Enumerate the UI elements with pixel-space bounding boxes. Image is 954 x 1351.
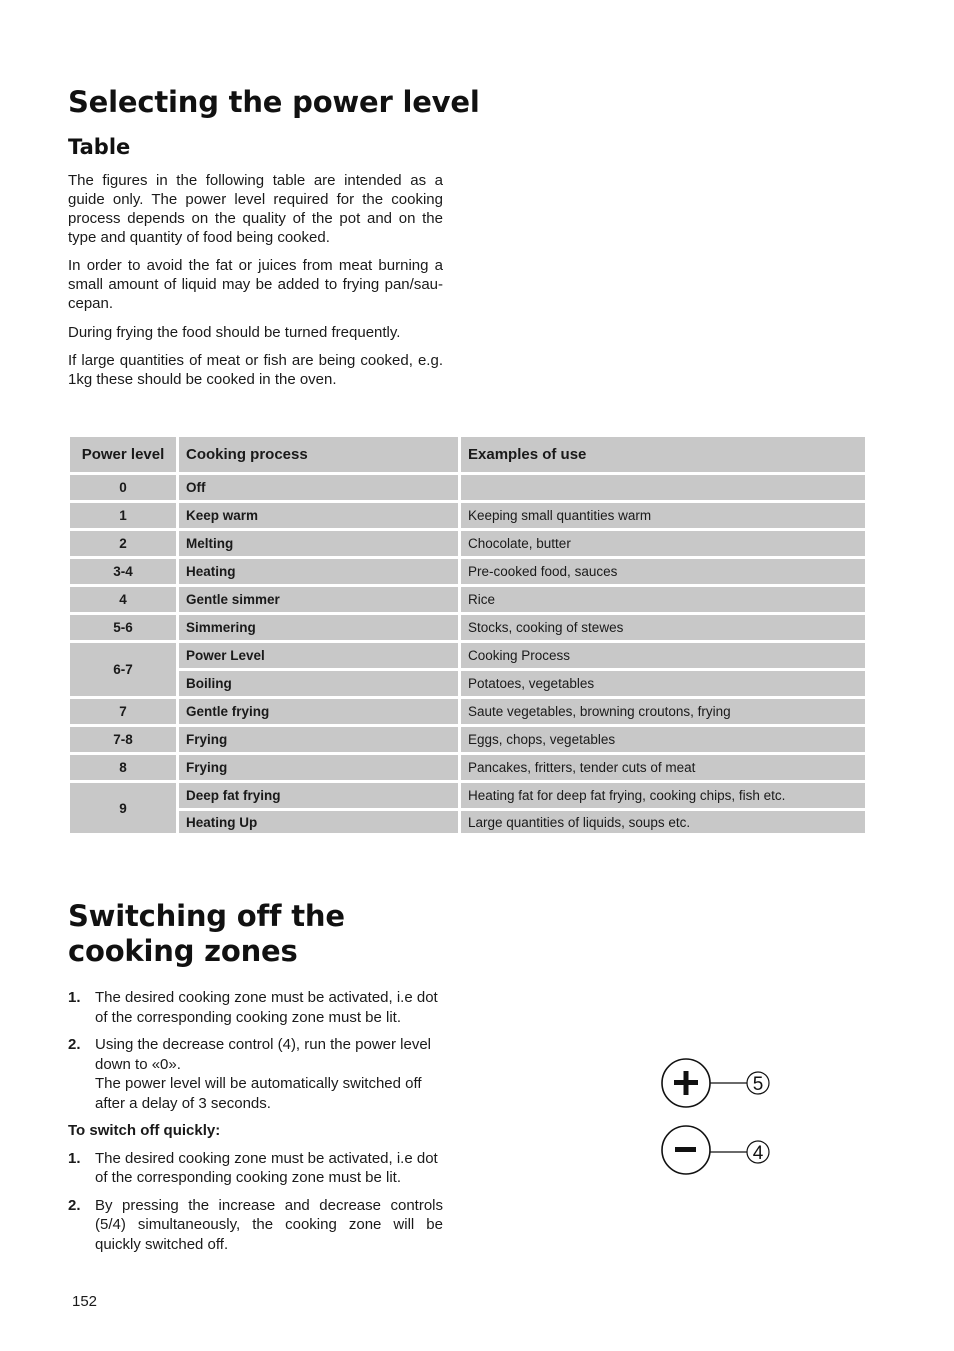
cell-level: 5-6 xyxy=(70,615,176,640)
page-number: 152 xyxy=(72,1293,98,1310)
cell-process: Deep fat frying xyxy=(179,783,458,808)
control-diagram xyxy=(655,1052,785,1182)
cell-level: 6-7 xyxy=(70,643,176,696)
cell-process: Frying xyxy=(179,755,458,780)
cell-example: Chocolate, butter xyxy=(461,531,865,556)
table-row xyxy=(70,559,865,584)
cell-example: Keeping small quantities warm xyxy=(461,503,865,528)
table-row xyxy=(70,503,865,528)
step-text: By pressing the increase and decrease controls (5/4) simultaneously, the cooking zone will be quickly switched off. xyxy=(95,1196,443,1253)
cell-level: 1 xyxy=(70,503,176,528)
table-row xyxy=(70,727,865,752)
cell-process: Melting xyxy=(179,531,458,556)
switch-off-steps xyxy=(68,988,443,1262)
cell-level: 3-4 xyxy=(70,559,176,584)
cell-process: Frying xyxy=(179,727,458,752)
step-number: 1. xyxy=(68,989,81,1006)
cell-process: Power Level xyxy=(179,643,458,668)
header-cooking-process: Cooking process xyxy=(179,437,458,472)
step-text: The desired cooking zone must be activated, i.e dot of the corresponding cooking zone must be lit. xyxy=(95,989,438,1026)
header-examples: Examples of use xyxy=(461,437,865,472)
cell-level: 2 xyxy=(70,531,176,556)
table-row-group xyxy=(70,783,865,833)
section-title-switching-off xyxy=(68,899,345,969)
header-power-level: Power level xyxy=(70,437,176,472)
paragraph-intro: The figures in the following table are intended as a guide only. The power level required for the cooking process depends on the quality of the pot and on the type and quantity of food being cooked. xyxy=(68,172,443,246)
cell-process: Gentle simmer xyxy=(179,587,458,612)
cell-process: Heating xyxy=(179,559,458,584)
cell-example: Saute vegetables, browning croutons, frying xyxy=(461,699,865,724)
section-subtitle-table: Table xyxy=(68,135,131,159)
cell-example: Pre-cooked food, sauces xyxy=(461,559,865,584)
quick-switch-heading: To switch off quickly: xyxy=(68,1122,221,1139)
list-item xyxy=(68,1149,443,1188)
step-text: The desired cooking zone must be activated, i.e dot of the corresponding cooking zone must be lit. xyxy=(95,1149,438,1186)
cell-example xyxy=(461,475,865,500)
cell-example: Cooking Process xyxy=(461,643,865,668)
cell-level: 4 xyxy=(70,587,176,612)
section-title-power-level: Selecting the power level xyxy=(68,85,480,119)
cell-process: Simmering xyxy=(179,615,458,640)
plus-icon xyxy=(662,1059,710,1107)
cell-process: Keep warm xyxy=(179,503,458,528)
cell-example: Heating fat for deep fat frying, cooking chips, fish etc. xyxy=(461,783,865,808)
table-row xyxy=(70,587,865,612)
cell-example: Potatoes, vegetables xyxy=(461,671,865,696)
cell-example: Stocks, cooking of stewes xyxy=(461,615,865,640)
step-number: 2. xyxy=(68,1196,81,1214)
table-row xyxy=(179,643,865,668)
list-item xyxy=(68,1196,443,1255)
cell-process: Gentle frying xyxy=(179,699,458,724)
cell-process: Boiling xyxy=(179,671,458,696)
step-text-note: The power level will be automatically switched off after a delay of 3 seconds. xyxy=(95,1075,422,1112)
cell-example: Eggs, chops, vegetables xyxy=(461,727,865,752)
cell-example: Large quantities of liquids, soups etc. xyxy=(461,811,865,833)
title-line-2: cooking zones xyxy=(68,934,298,968)
cell-level: 9 xyxy=(70,783,176,833)
table-row xyxy=(70,699,865,724)
title-line-1: Switching off the xyxy=(68,899,345,933)
cell-level: 7 xyxy=(70,699,176,724)
table-row xyxy=(70,755,865,780)
cell-example: Pancakes, fritters, tender cuts of meat xyxy=(461,755,865,780)
plus-label: 5 xyxy=(752,1074,764,1095)
step-text-line: Using the decrease control (4), run the power level down to «0». xyxy=(95,1036,432,1073)
paragraph-fat-juices: In order to avoid the fat or juices from meat burning a small amount of liquid may be added to frying pan/sau-cepan. xyxy=(68,257,443,312)
table-row xyxy=(179,671,865,696)
paragraph-large-quantities: If large quantities of meat or fish are being cooked, e.g. 1kg these should be cooked in the oven. xyxy=(68,352,443,388)
table-row xyxy=(70,615,865,640)
table-row xyxy=(70,531,865,556)
table-header-row xyxy=(70,437,865,472)
table-row-group xyxy=(70,643,865,696)
cell-level: 0 xyxy=(70,475,176,500)
cell-level: 8 xyxy=(70,755,176,780)
cell-level: 7-8 xyxy=(70,727,176,752)
cell-process: Heating Up xyxy=(179,811,458,833)
cell-example: Rice xyxy=(461,587,865,612)
cell-process: Off xyxy=(179,475,458,500)
step-text xyxy=(95,1035,443,1113)
table-row xyxy=(179,811,865,833)
paragraph-frying: During frying the food should be turned frequently. xyxy=(68,324,401,341)
table-row xyxy=(70,475,865,500)
minus-icon xyxy=(662,1126,710,1174)
table-row xyxy=(179,783,865,808)
list-item xyxy=(68,988,443,1027)
step-number: 2. xyxy=(68,1036,81,1053)
power-level-table xyxy=(70,437,865,836)
step-number: 1. xyxy=(68,1149,81,1167)
minus-label: 4 xyxy=(752,1143,764,1164)
list-item xyxy=(68,1035,443,1113)
